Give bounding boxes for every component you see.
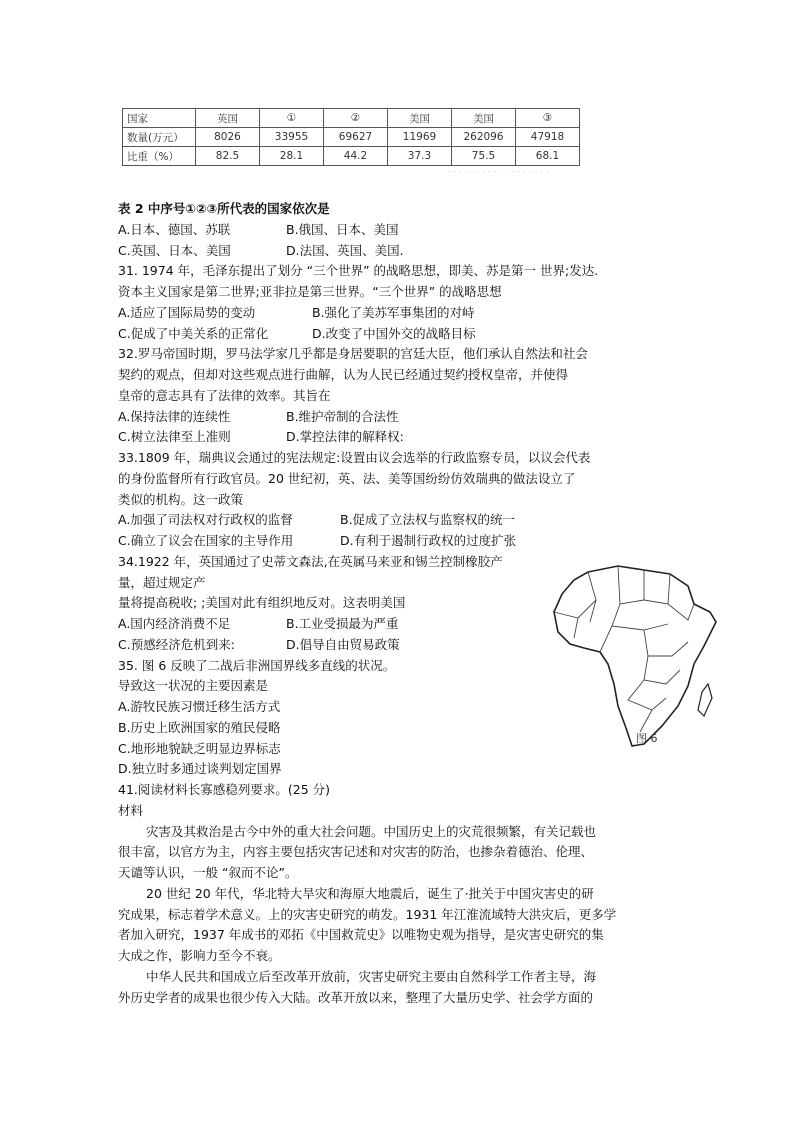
text-line: 皇帝的意志具有了法律的效率。其旨在 xyxy=(118,388,331,403)
option-b: D.掌控法律的解释权: xyxy=(286,429,404,444)
option-b: B.俄国、日本、美国 xyxy=(286,222,399,237)
text-line: 41.阅读材料长寡感稳列要求。(25 分) xyxy=(118,782,331,797)
option-a: A.国内经济消费不足 xyxy=(118,616,231,631)
text-line: 灾害及其救治是古今中外的重大社会问题。中国历史上的灾荒很频繁，有关记载也 xyxy=(146,824,597,839)
text-line: 量，超过规定产 xyxy=(118,575,206,590)
table-cell: 比重（%） xyxy=(123,147,196,166)
figure-label: 图 6 xyxy=(636,732,658,745)
table-cell: ③ xyxy=(516,109,580,128)
option-b: B.维护帝制的合法性 xyxy=(286,409,399,424)
option-a: C.确立了议会在国家的主导作用 xyxy=(118,533,294,548)
table-cell: 8026 xyxy=(196,128,260,147)
text-line: 者加入研究，1937 年成书的邓拓《中国救荒史》以唯物史观为指导，是灾害史研究的集 xyxy=(118,927,604,942)
table-cell: 数量(万元） xyxy=(123,128,196,147)
table-row xyxy=(123,109,580,128)
table-cell: 11969 xyxy=(388,128,452,147)
text-line: 表 2 中序号①②③所代表的国家依次是 xyxy=(118,201,330,216)
text-line: 类似的机构。这一政策 xyxy=(118,492,244,507)
option-b: D.改变了中国外交的战略目标 xyxy=(312,326,476,341)
option-a: C.英国、日本、美国 xyxy=(118,243,231,258)
decorative-dots: · · · · · · · · · · · · · · · · · · xyxy=(448,169,550,176)
text-line: 33.1809 年，瑞典议会通过的宪法规定:设置由议会选举的行政监察专员，以议会代表 xyxy=(118,450,591,465)
table-cell: 美国 xyxy=(388,109,452,128)
option-a: A.适应了国际局势的变动 xyxy=(118,305,256,320)
table-cell: 28.1 xyxy=(260,147,324,166)
option-a: A.日本、德国、苏联 xyxy=(118,222,231,237)
text-line: B.历史上欧洲国家的殖民侵略 xyxy=(118,720,281,735)
statistics-table xyxy=(122,108,580,166)
option-b: D.有利于遏制行政权的过度扩张 xyxy=(340,533,517,548)
table-cell: 82.5 xyxy=(196,147,260,166)
table-row xyxy=(123,147,580,166)
table-cell: 68.1 xyxy=(516,147,580,166)
text-line: 契约的观点，但却对这些观点进行曲解，认为人民已经通过契约授权皇帝，并使得 xyxy=(118,367,569,382)
option-b: D.法国、英国、美国. xyxy=(286,243,404,258)
table-cell: ② xyxy=(324,109,388,128)
option-a: C.树立法律至上准则 xyxy=(118,429,231,444)
table-cell: 262096 xyxy=(452,128,516,147)
table-cell: ① xyxy=(260,109,324,128)
table-row xyxy=(123,128,580,147)
text-line: 量将提高税收; ;美国对此有组织地反对。这表明美国 xyxy=(118,595,406,610)
table-cell: 44.2 xyxy=(324,147,388,166)
option-b: D.倡导自由贸易政策 xyxy=(286,637,400,652)
table-cell: 33955 xyxy=(260,128,324,147)
text-line: D.独立时多通过谈判划定国界 xyxy=(118,761,282,776)
text-line: 外历史学者的成果也很少传入大陆。改革开放以来，整理了大量历史学、社会学方面的 xyxy=(118,990,594,1005)
option-a: A.加强了司法权对行政权的监督 xyxy=(118,512,293,527)
table-cell: 国家 xyxy=(123,109,196,128)
text-line: 很丰富，以官方为主，内容主要包括灾害记述和对灾害的防治，也掺杂着德治、伦理、 xyxy=(118,844,594,859)
text-line: 32.罗马帝国时期，罗马法学家几乎都是身居要职的宫廷大臣，他们承认自然法和社会 xyxy=(118,346,588,361)
text-line: 资本主义国家是第二世界;亚非拉是第三世界。“三个世界” 的战略思想 xyxy=(118,284,502,299)
text-line: 究成果，标志着学术意义。上的灾害史研究的萌发。1931 年江淮流域特大洪灾后，更多学 xyxy=(118,907,617,922)
table-cell: 47918 xyxy=(516,128,580,147)
text-line: 34.1922 年，英国通过了史蒂文森法,在英属马来亚和锡兰控制橡胶产 xyxy=(118,554,503,569)
table-cell: 69627 xyxy=(324,128,388,147)
option-b: B.促成了立法权与监察权的统一 xyxy=(340,512,516,527)
text-line: 材料 xyxy=(118,803,144,818)
text-line: 35. 图 6 反映了二战后非洲国界线多直线的状况。 xyxy=(118,658,396,673)
table-cell: 美国 xyxy=(452,109,516,128)
option-b: B.工业受损最为严重 xyxy=(286,616,399,631)
text-line: C.地形地貌缺乏明显边界标志 xyxy=(118,741,281,756)
text-line: 大成之作，影响力至今不衰。 xyxy=(118,948,281,963)
africa-map-icon xyxy=(548,560,718,755)
option-a: A.保持法律的连续性 xyxy=(118,409,231,424)
text-line: A.游牧民族习惯迁移生活方式 xyxy=(118,699,281,714)
text-line: 中华人民共和国成立后至改革开放前，灾害史研究主要由自然科学工作者主导，海 xyxy=(146,969,597,984)
option-b: B.强化了美苏军事集团的对峙 xyxy=(312,305,475,320)
table-cell: 75.5 xyxy=(452,147,516,166)
text-line: 31. 1974 年，毛泽东提出了划分 “三个世界” 的战略思想，即美、苏是第一 世界;发达. xyxy=(118,263,599,278)
text-line: 的身份监督所有行政官员。20 世纪初，英、法、美等国纷纷仿效瑞典的做法设立了 xyxy=(118,471,576,486)
text-line: 20 世纪 20 年代，华北特大旱灾和海原大地震后，诞生了·批关于中国灾害史的研 xyxy=(146,886,594,901)
table-cell: 37.3 xyxy=(388,147,452,166)
option-a: C.预感经济危机到来: xyxy=(118,637,235,652)
text-line: 天谴等认识，一般 “叙而不论”。 xyxy=(118,865,298,880)
text-line: 导致这一状况的主要因素是 xyxy=(118,678,269,693)
option-a: C.促成了中美关系的正常化 xyxy=(118,326,269,341)
table-cell: 英国 xyxy=(196,109,260,128)
